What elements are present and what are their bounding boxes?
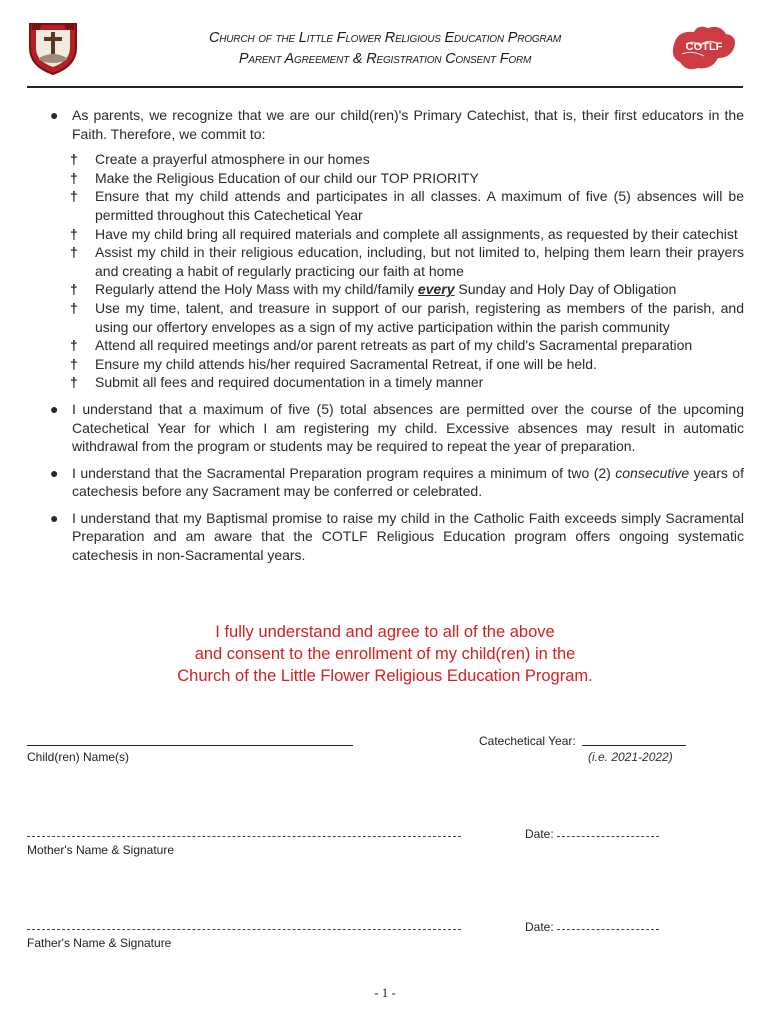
cross-icon: † xyxy=(70,299,78,316)
cross-icon: † xyxy=(70,188,78,205)
cross-icon: † xyxy=(70,151,78,168)
consent-line-1: I fully understand and agree to all of the above xyxy=(215,623,555,641)
every-emphasis: every xyxy=(417,281,455,298)
header-divider xyxy=(27,86,743,88)
cross-icon: † xyxy=(70,169,78,186)
commitment-item: † Regularly attend the Holy Mass with my child/family every Sunday and Holy Day of Obligation xyxy=(70,281,677,298)
bullet-dot-icon: ● xyxy=(50,509,59,526)
commitment-item: † Attend all required meetings and/or parent retreats as part of my child's Sacramental preparation xyxy=(70,337,693,354)
commitment-item: † Ensure my child attends his/her required Sacramental Retreat, if one will be held. xyxy=(70,355,597,372)
parish-crest-logo xyxy=(27,20,79,76)
bullet-dot-icon: ● xyxy=(50,107,59,123)
father-date-label: Date: xyxy=(525,920,554,934)
father-signature-label: Father's Name & Signature xyxy=(27,936,172,950)
children-name-field[interactable] xyxy=(27,745,353,746)
cross-icon: † xyxy=(70,244,78,261)
title-line-2: Parent Agreement & Registration Consent Form xyxy=(238,51,532,67)
cotlf-logo-text: COTLF xyxy=(685,41,723,53)
intro-bullet xyxy=(30,106,744,143)
commitment-item: † Create a prayerful atmosphere in our homes xyxy=(70,151,370,168)
page-number: - 1 - xyxy=(374,985,396,1000)
top-priority-text: TOP PRIORITY xyxy=(380,169,479,186)
children-name-label: Child(ren) Name(s) xyxy=(27,750,130,764)
baptismal-bullet: ● I understand that my Baptismal promise to raise my child in the Catholic Faith exceeds simply Sacramental Preparation and am aware that the COTLF Religious Education program offers ongoing systematic catechesis in non-Sacramental years. xyxy=(50,509,744,564)
commitment-item: † Use my time, talent, and treasure in support of our parish, registering as members of the parish, and using our offertory envelopes as a sign of my active participation within the parish community xyxy=(70,299,744,335)
cross-icon: † xyxy=(70,281,78,298)
cotlf-dove-logo xyxy=(668,22,740,74)
cross-icon: † xyxy=(70,225,78,242)
catechetical-year-label: Catechetical Year: xyxy=(479,734,576,748)
consent-statement xyxy=(0,621,770,687)
intro-text: As parents, we recognize that we are our child(ren)'s Primary Catechist, that is, their first educators in the Faith. Therefore, we commit to: xyxy=(72,107,744,142)
mother-date-field[interactable] xyxy=(557,836,659,837)
mother-date-label: Date: xyxy=(525,827,554,841)
cross-icon: † xyxy=(70,355,78,372)
title-line-1: Church of the Little Flower Religious Education Program xyxy=(208,30,561,46)
consent-line-3: Church of the Little Flower Religious Education Program. xyxy=(177,667,593,685)
father-date-field[interactable] xyxy=(557,929,659,930)
commitment-item: † Assist my child in their religious education, including, but not limited to, helping them learn their prayers and creating a habit of regularly practicing our faith at home xyxy=(70,244,744,279)
absences-bullet: ● I understand that a maximum of five (5) total absences are permitted over the course of the upcoming Catechetical Year for which I am registering my child. Excessive absences may result in automatic withdrawal from the program or students may be required to repeat the year of preparation. xyxy=(50,400,744,455)
mother-signature-field[interactable] xyxy=(27,836,461,837)
consecutive-emphasis: consecutive xyxy=(615,464,690,481)
catechetical-year-field[interactable] xyxy=(582,745,686,746)
bullet-dot-icon: ● xyxy=(50,400,59,417)
commitment-list xyxy=(30,150,744,392)
commitment-item: † Make the Religious Education of our child our TOP PRIORITY xyxy=(70,169,479,186)
catechetical-year-example: (i.e. 2021-2022) xyxy=(588,750,673,764)
cross-icon: † xyxy=(70,374,78,391)
mother-signature-label: Mother's Name & Signature xyxy=(27,843,175,857)
sacramental-bullet: ● I understand that the Sacramental Preparation program requires a minimum of two (2) consecutive years of catechesis before any Sacrament may be conferred or celebrated. xyxy=(50,464,744,500)
cross-icon: † xyxy=(70,337,78,354)
consent-line-2: and consent to the enrollment of my child(ren) in the xyxy=(194,645,576,663)
commitment-item: † Submit all fees and required documentation in a timely manner xyxy=(70,374,484,391)
form-title xyxy=(100,28,670,70)
father-signature-field[interactable] xyxy=(27,929,461,930)
bullet-dot-icon: ● xyxy=(50,464,59,481)
agreement-body xyxy=(30,106,744,565)
commitment-item: † Ensure that my child attends and participates in all classes. A maximum of five (5) absences will be permitted throughout this Catechetical Year xyxy=(70,188,744,223)
commitment-item: † Have my child bring all required materials and complete all assignments, as requested by their catechist xyxy=(70,225,738,242)
